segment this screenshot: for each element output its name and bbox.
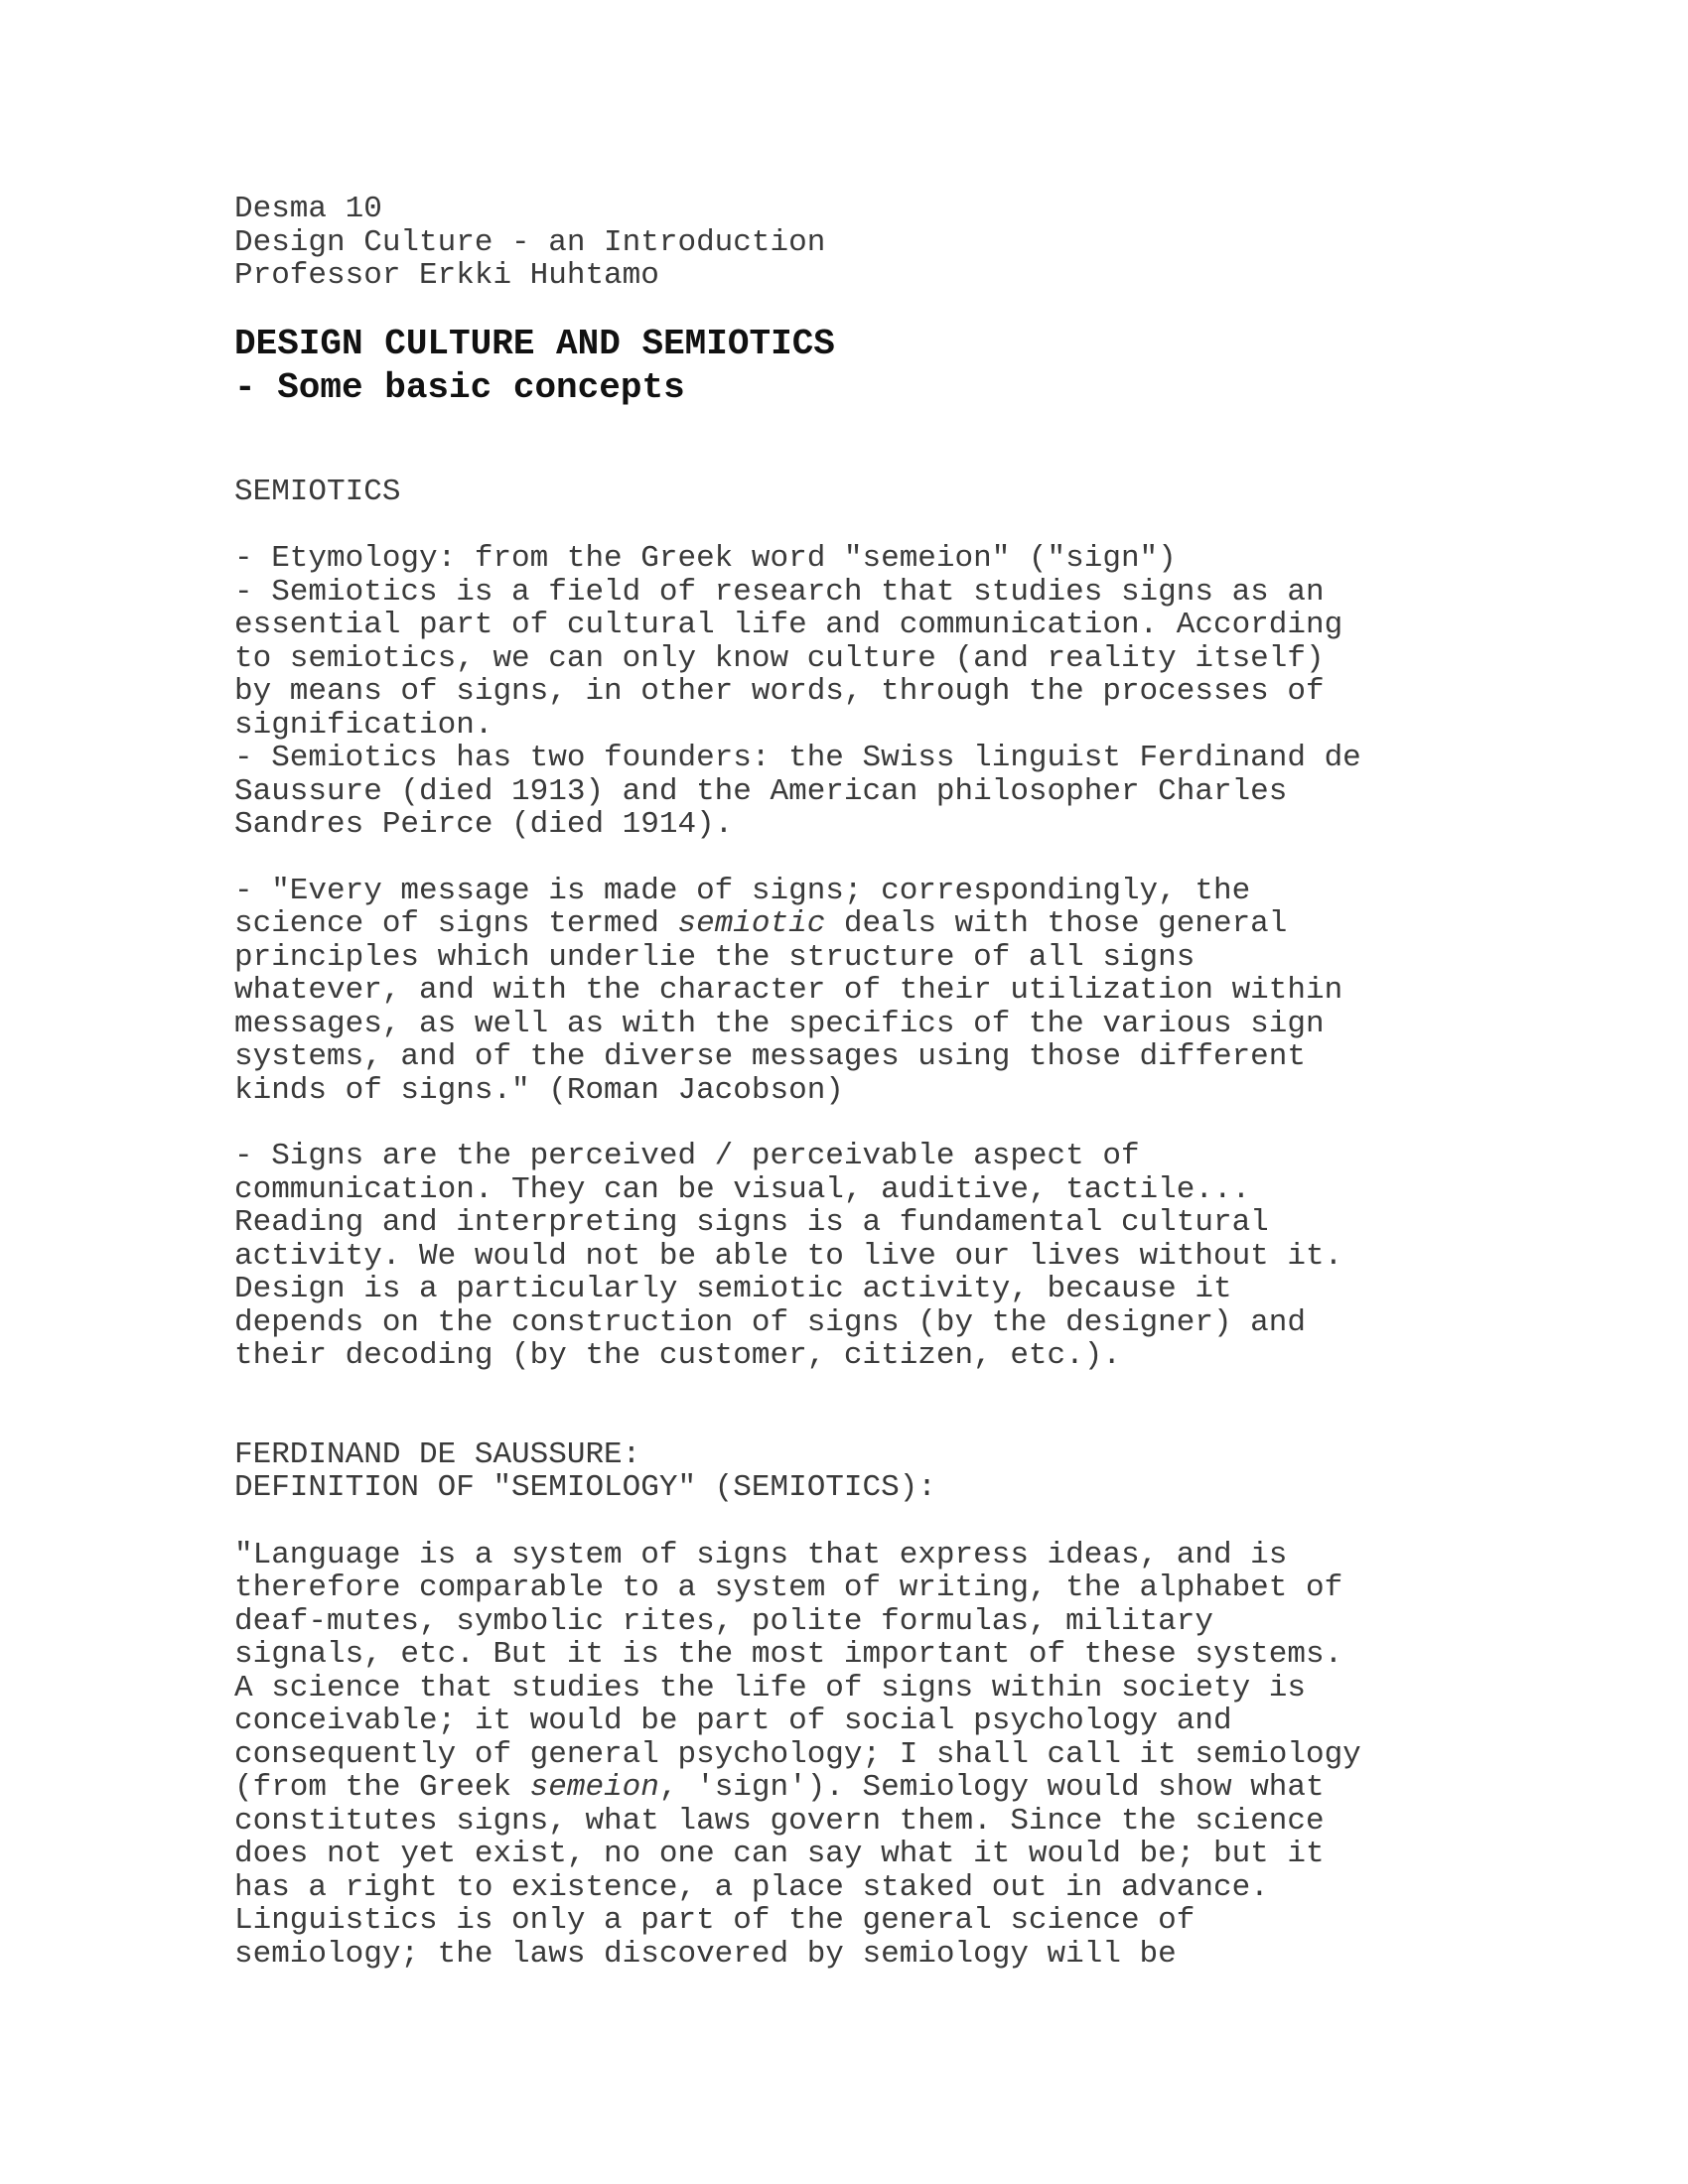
text-line: to semiotics, we can only know culture (and reality itself)	[234, 640, 1325, 676]
text-line: - Etymology: from the Greek word "semeion" ("sign")	[234, 541, 1177, 576]
italic-term: semiotic	[677, 906, 826, 941]
text-line: semiology; the laws discovered by semiology will be	[234, 1936, 1177, 1972]
instructor-name: Professor Erkki Huhtamo	[234, 258, 659, 293]
text-line: Reading and interpreting signs is a fundamental cultural	[234, 1205, 1269, 1240]
text-line: Saussure (died 1913) and the American philosopher Charles	[234, 773, 1288, 809]
text-line: "Language is a system of signs that express ideas, and is	[234, 1537, 1288, 1572]
text-line: - "Every message is made of signs; correspondingly, the	[234, 873, 1251, 908]
document-title	[234, 323, 1525, 410]
section-heading-semiotics	[234, 476, 1525, 509]
text-line: Sandres Peirce (died 1914).	[234, 807, 734, 842]
text-line: communication. They can be visual, auditive, tactile...	[234, 1171, 1251, 1207]
text-line: depends on the construction of signs (by the designer) and	[234, 1304, 1306, 1340]
text-line: therefore comparable to a system of writing, the alphabet of	[234, 1570, 1343, 1605]
text-line: consequently of general psychology; I shall call it semiology	[234, 1736, 1361, 1772]
text-span: science of signs termed	[234, 906, 678, 941]
paragraph-etymology-founders	[234, 542, 1525, 842]
heading-text: FERDINAND DE SAUSSURE:	[234, 1436, 641, 1472]
course-header	[234, 193, 1525, 293]
text-span: , 'sign'). Semiology would show what	[658, 1770, 1325, 1805]
paragraph-signs-perceived	[234, 1140, 1525, 1373]
text-line: has a right to existence, a place staked out in advance.	[234, 1869, 1269, 1905]
text-line: A science that studies the life of signs within society is	[234, 1670, 1306, 1706]
text-line: - Semiotics is a field of research that studies signs as an	[234, 574, 1325, 610]
italic-term: semeion	[529, 1770, 659, 1805]
text-line: Linguistics is only a part of the general science of	[234, 1903, 1196, 1938]
text-line: - Semiotics has two founders: the Swiss linguist Ferdinand de	[234, 741, 1361, 775]
text-line: does not yet exist, no one can say what it would be; but it	[234, 1837, 1325, 1871]
text-line: essential part of cultural life and communication. According	[234, 608, 1343, 642]
text-line: signals, etc. But it is the most important of these systems.	[234, 1637, 1343, 1672]
text-line: constitutes signs, what laws govern them. Since the science	[234, 1803, 1325, 1839]
title-line-1: DESIGN CULTURE AND SEMIOTICS	[234, 323, 835, 364]
text-line: signification.	[234, 707, 493, 743]
text-line: messages, as well as with the specifics of the various sign	[234, 1006, 1325, 1041]
text-line: principles which underlie the structure of all signs	[234, 939, 1196, 975]
text-line	[234, 907, 1525, 941]
course-title: Design Culture - an Introduction	[234, 224, 826, 260]
text-line	[234, 1771, 1525, 1805]
title-line-2: - Some basic concepts	[234, 366, 685, 408]
course-code: Desma 10	[234, 192, 382, 226]
text-line: Design is a particularly semiotic activity, because it	[234, 1272, 1232, 1306]
text-line: activity. We would not be able to live our lives without it.	[234, 1238, 1343, 1274]
text-span: deals with those general	[825, 906, 1288, 941]
text-line: whatever, and with the character of their utilization within	[234, 973, 1343, 1008]
text-line: conceivable; it would be part of social psychology and	[234, 1704, 1232, 1738]
text-line: by means of signs, in other words, through the processes of	[234, 674, 1325, 709]
paragraph-saussure-quote	[234, 1539, 1525, 1972]
paragraph-jacobson-quote	[234, 875, 1525, 1108]
text-line: - Signs are the perceived / perceivable aspect of	[234, 1139, 1140, 1173]
heading-text: DEFINITION OF "SEMIOLOGY" (SEMIOTICS):	[234, 1470, 936, 1505]
text-line: deaf-mutes, symbolic rites, polite formulas, military	[234, 1603, 1213, 1639]
document-body	[234, 193, 1525, 2003]
text-line: their decoding (by the customer, citizen, etc.).	[234, 1338, 1121, 1373]
text-line: systems, and of the diverse messages using those different	[234, 1039, 1306, 1074]
text-span: (from the Greek	[234, 1770, 530, 1805]
section-heading-saussure	[234, 1438, 1525, 1505]
text-line: kinds of signs." (Roman Jacobson)	[234, 1072, 844, 1108]
heading-text: SEMIOTICS	[234, 474, 401, 509]
